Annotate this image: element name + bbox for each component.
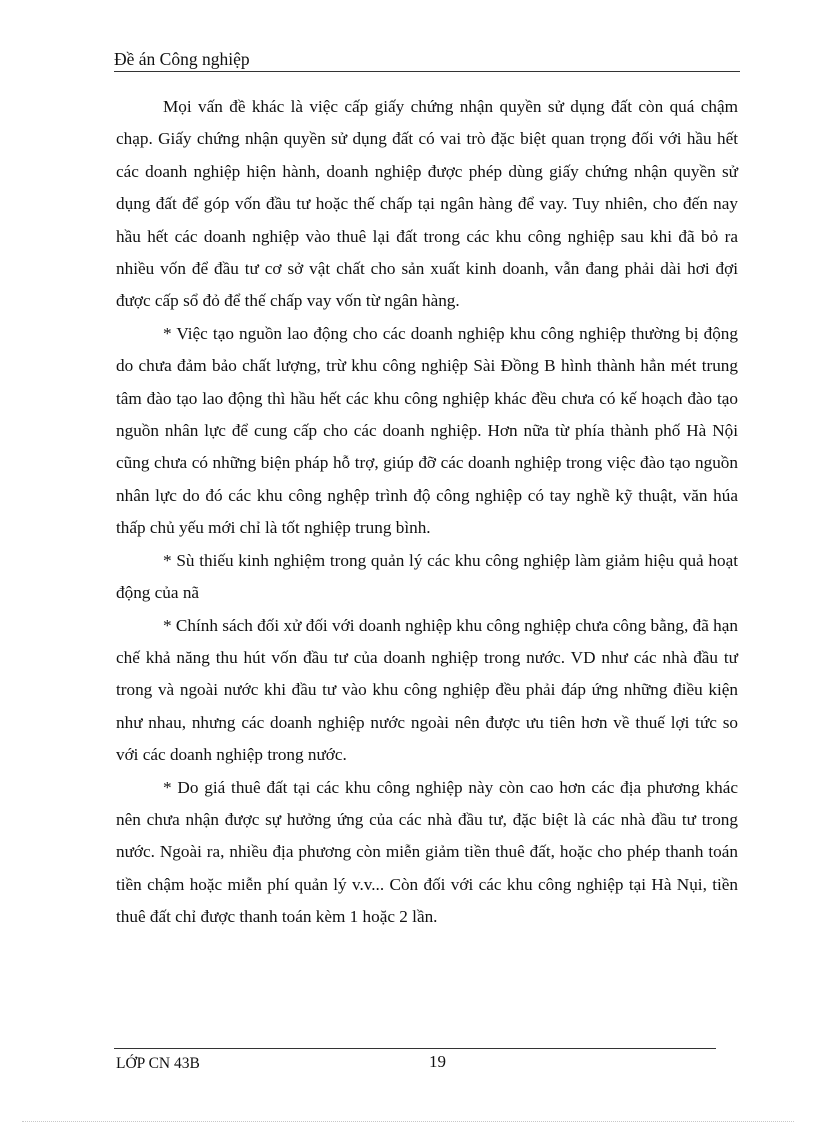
page-header bbox=[114, 47, 740, 72]
paragraph-land-rent: * Do giá thuê đất tại các khu công nghiệp này còn cao hơn các địa phương khác nên chưa nhận được sự hưởng ứng của các nhà đầu tư, đặc biệt là các nhà đầu tư trong nước. Ngoài ra, nhiều địa phương còn miễn giảm tiền thuê đất, hoặc cho phép thanh toán tiền chậm hoặc miễn phí quản lý v.v... Còn đối với các khu công nghiệp tại Hà Nụi, tiền thuê đất chỉ được thanh toán kèm 1 hoặc 2 lần. bbox=[116, 777, 738, 927]
page-edge-divider bbox=[22, 1121, 794, 1122]
class-label: LỚP CN 43B bbox=[116, 1055, 200, 1072]
paragraph-land-certificate: Mọi vấn đề khác là việc cấp giấy chứng nhận quyền sử dụng đất còn quá chậm chạp. Giấy chứng nhận quyền sử dụng đất có vai trò đặc biệt quan trọng đối với hầu hết các doanh nghiệp hiện hành, doanh nghiệp được phép dùng giấy chứng nhận quyền sử dụng đất để góp vốn đầu tư hoặc thế chấp tại ngân hàng để vay. Tuy nhiên, cho đến nay hầu hết các doanh nghiệp vào thuê lại đất trong các khu công nghiệp sau khi đã bỏ ra nhiều vốn để đầu tư cơ sở vật chất cho sản xuất kinh doanh, vẫn đang phải dài hơi đợi được cấp sổ đỏ để thế chấp vay vốn từ ngân hàng. bbox=[116, 97, 738, 311]
page-number: 19 bbox=[429, 1052, 446, 1071]
paragraph-labor-source: * Việc tạo nguồn lao động cho các doanh nghiệp khu công nghiệp thường bị động do chưa đảm bảo chất lượng, trừ khu công nghiệp Sài Đồng B hình thành hẳn mét trung tâm đào tạo lao động thì hầu hết các khu công nghiệp khác đều chưa có kế hoạch đào tạo nguồn nhân lực để cung cấp cho các doanh nghiệp. Hơn nữa từ phía thành phố Hà Nội cũng chưa có những biện pháp hỗ trợ, giúp đỡ các doanh nghiệp trong việc đào tạo nguồn nhân lực do đó các khu công nghệp trình độ công nghiệp có tay nghề kỹ thuật, văn húa thấp chủ yếu mới chỉ là tốt nghiệp trung bình. bbox=[116, 323, 738, 538]
body-text bbox=[116, 91, 738, 934]
paragraph-treatment-policy: * Chính sách đối xử đối với doanh nghiệp khu công nghiệp chưa công bằng, đã hạn chế khả năng thu hút vốn đầu tư của doanh nghiệp trong nước. VD như các nhà đầu tư trong và ngoài nước khi đầu tư vào khu công nghiệp đều phải đáp ứng những điều kiện như nhau, nhưng các doanh nghiệp nước ngoài nên được ưu tiên hơn về thuế lợi tức so với các doanh nghiệp trong nước. bbox=[116, 615, 738, 765]
document-title: Đề án Công nghiệp bbox=[114, 49, 250, 69]
paragraph-management-experience: * Sù thiếu kinh nghiệm trong quản lý các khu công nghiệp làm giảm hiệu quả hoạt động của nã bbox=[116, 550, 738, 603]
page-footer bbox=[114, 1048, 716, 1075]
